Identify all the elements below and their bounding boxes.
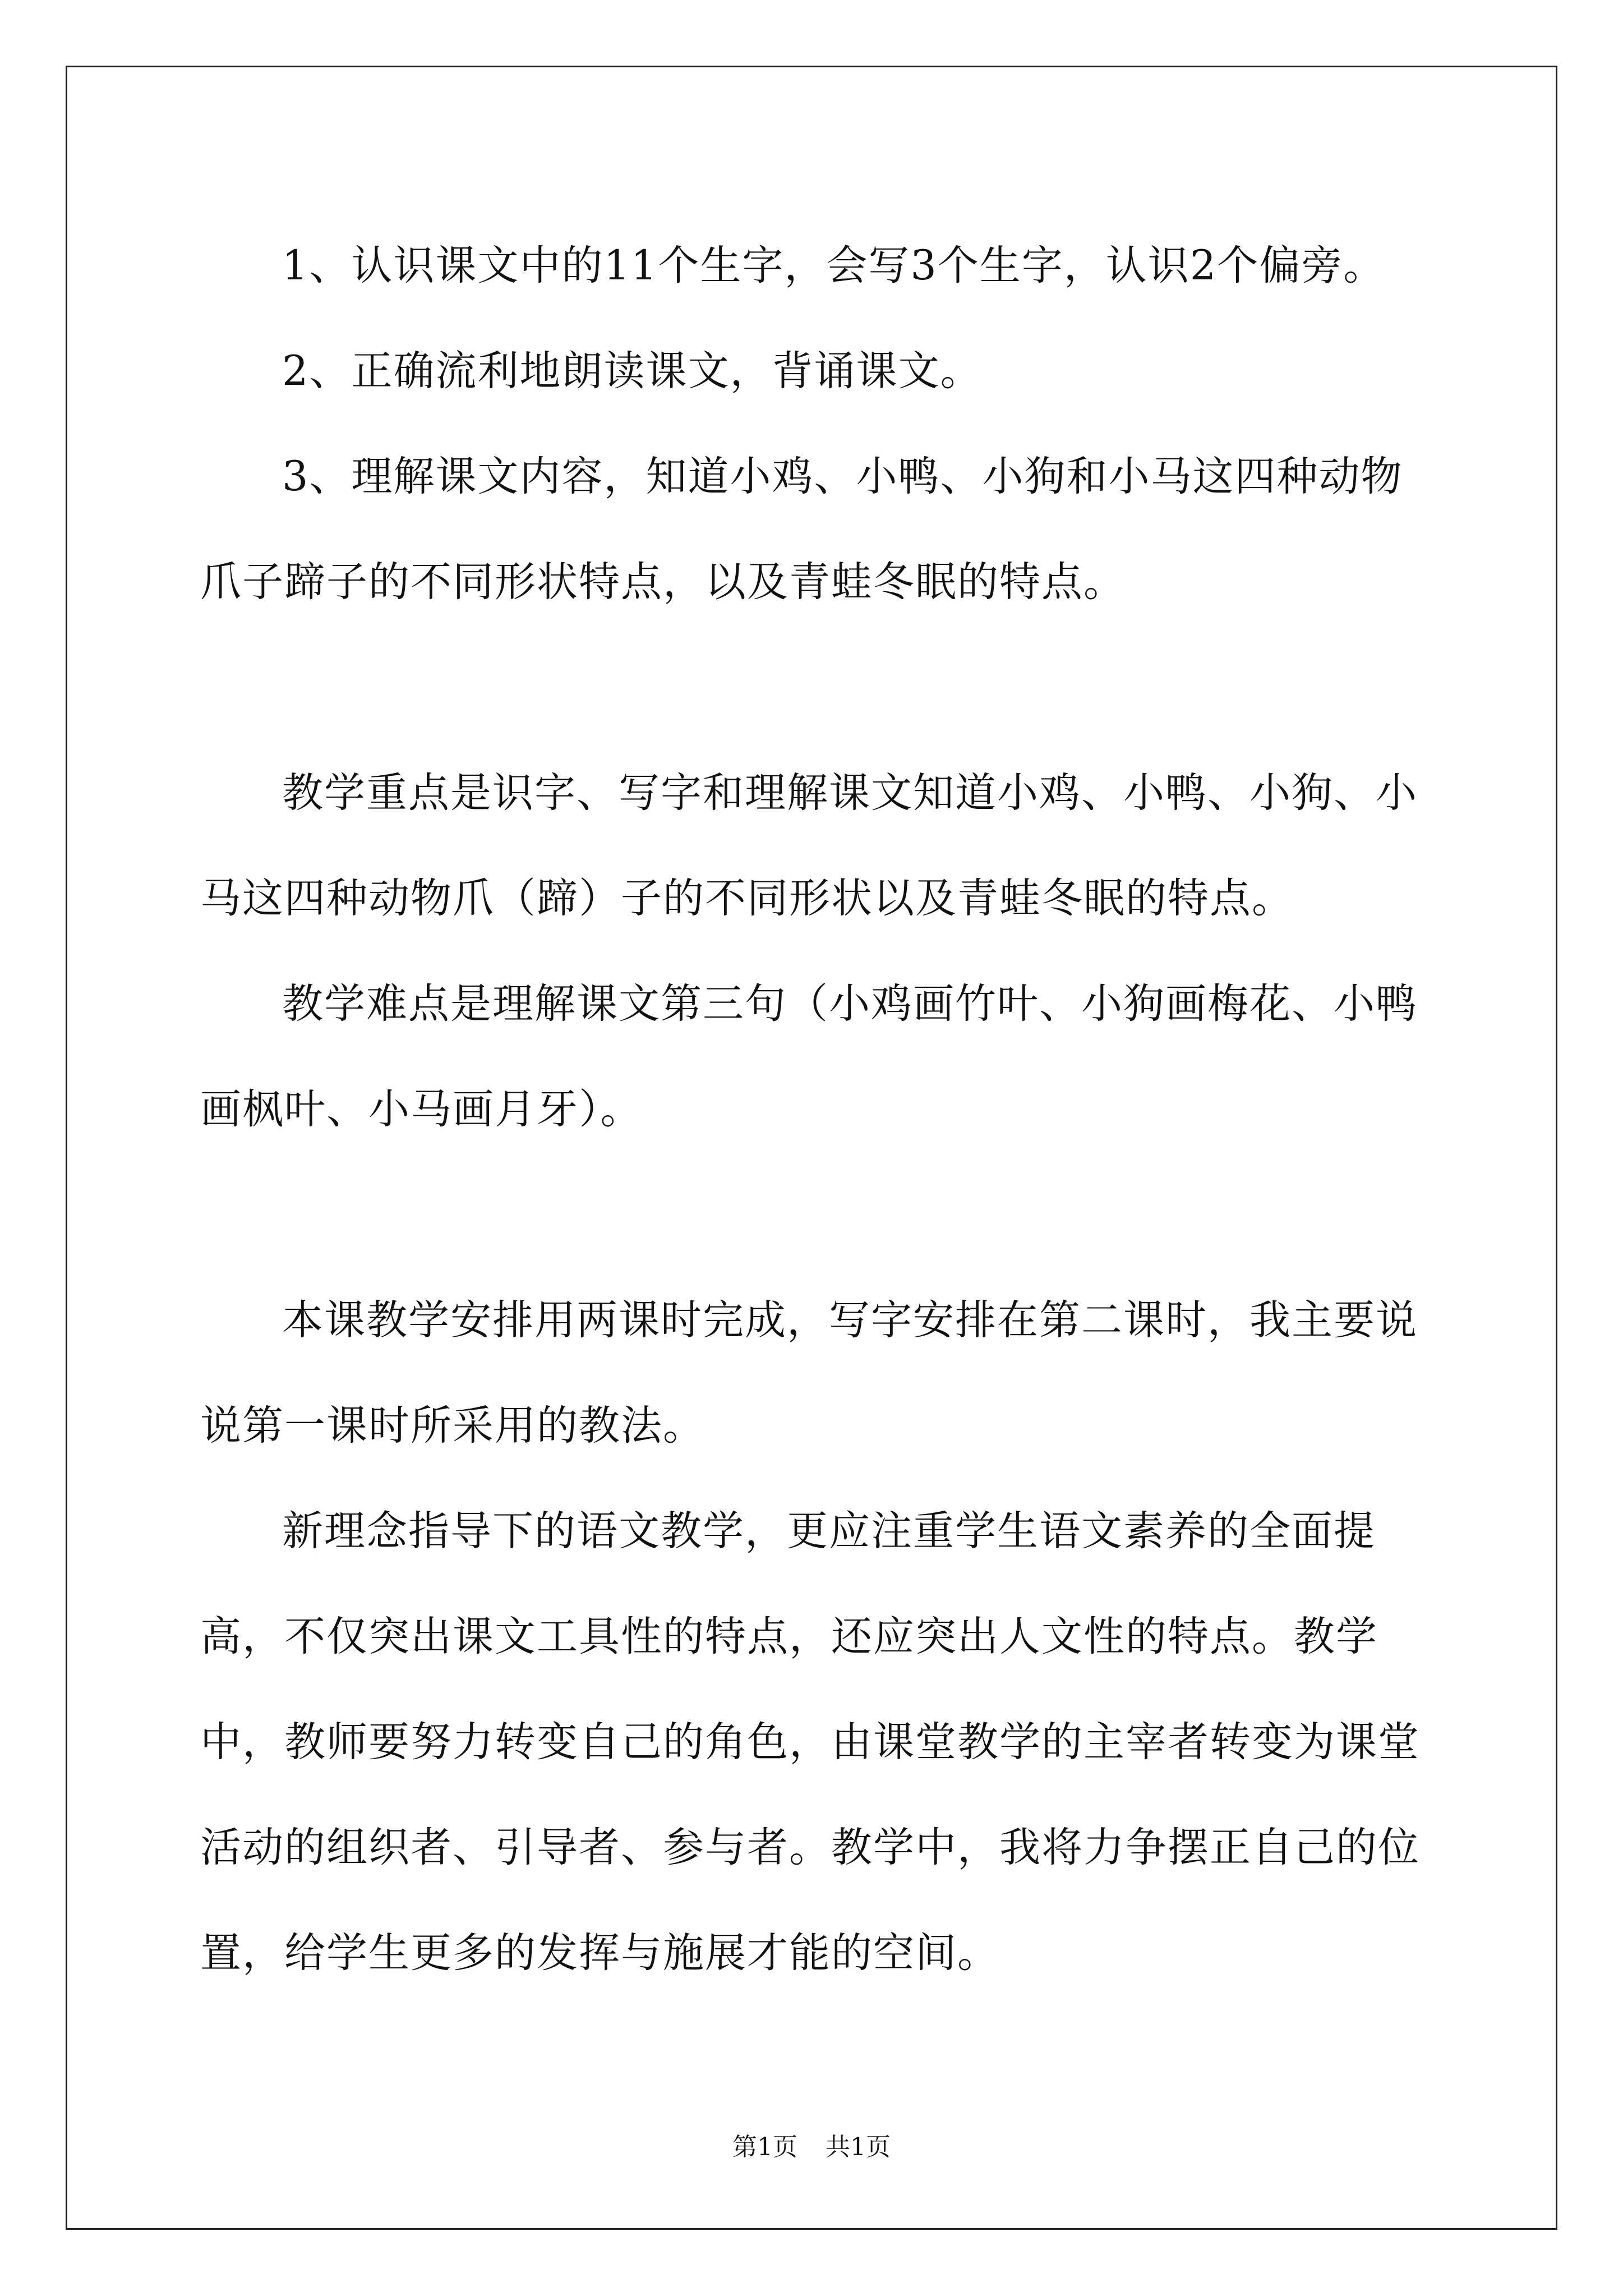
page-total: 共1页 xyxy=(826,2133,891,2161)
objective-1: 1、认识课文中的11个生字，会写3个生字，认识2个偏旁。 xyxy=(282,242,1386,289)
teaching-difficulty: 教学难点是理解课文第三句（小鸡画竹叶、小狗画梅花、小鸭画枫叶、小马画月牙）。 xyxy=(200,980,1418,1133)
objective-2: 2、正确流利地朗读课文，背诵课文。 xyxy=(282,347,983,395)
teaching-philosophy: 新理念指导下的语文教学，更应注重学生语文素养的全面提高，不仅突出课文工具性的特点，还应突出人文性的特点。教学中，教师要努力转变自己的角色，由课堂教学的主宰者转变为课堂活动的组织者、引导者、参与者。教学中，我将力争摆正自己的位置，给学生更多的发挥与施展才能的空间。 xyxy=(200,1507,1420,1977)
teaching-focus: 教学重点是识字、写字和理解课文知道小鸡、小鸭、小狗、小马这四种动物爪（蹄）子的不同形状以及青蛙冬眠的特点。 xyxy=(200,769,1418,922)
section-gap xyxy=(200,635,1428,740)
page-number: 第1页 xyxy=(732,2133,797,2161)
document-body xyxy=(200,213,1428,2006)
lesson-arrangement: 本课教学安排用两课时完成，写字安排在第二课时，我主要说说第一课时所采用的教法。 xyxy=(200,1296,1418,1450)
page-footer xyxy=(0,2131,1623,2164)
objective-3: 3、理解课文内容，知道小鸡、小鸭、小狗和小马这四种动物爪子蹄子的不同形状特点，以及青蛙冬眠的特点。 xyxy=(200,453,1403,606)
section-gap xyxy=(200,1162,1428,1268)
